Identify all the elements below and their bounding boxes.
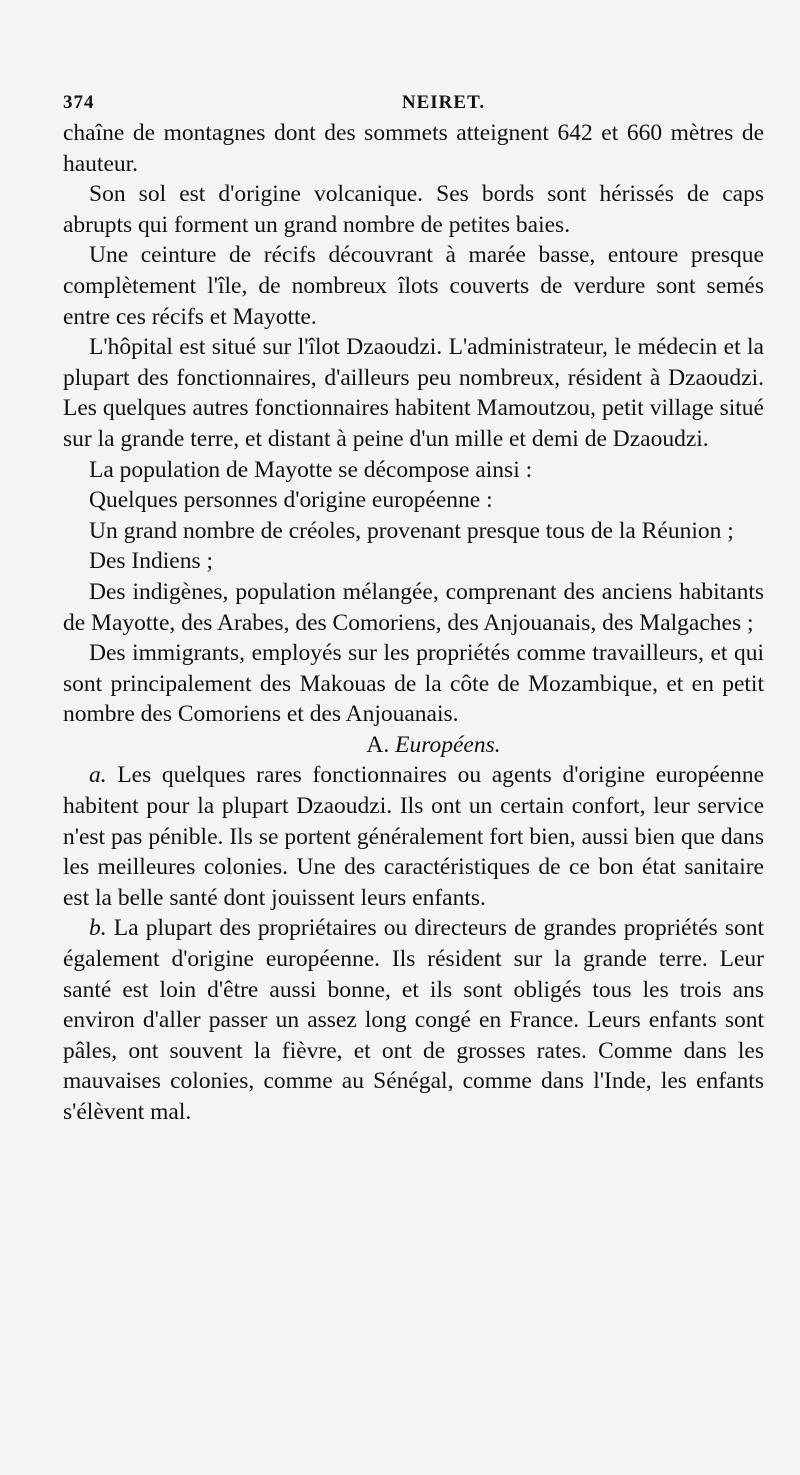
- section-title: Européens.: [395, 731, 501, 758]
- paragraph: [63, 760, 764, 913]
- paragraph: Son sol est d'origine volcanique. Ses bords sont hérissés de caps abrupts qui forment un grand nombre de petites baies.: [63, 181, 764, 238]
- paragraph-label: b.: [89, 915, 107, 942]
- section-heading: [63, 730, 764, 761]
- section-number: A.: [366, 731, 390, 758]
- paragraph: [63, 913, 764, 1127]
- paragraph: Une ceinture de récifs découvrant à marée basse, entoure presque complètement l'île, de nombreux îlots couverts de verdure sont semés entre ces récifs et Mayotte.: [63, 242, 764, 330]
- page-header: [63, 84, 764, 114]
- paragraph-text: Les quelques rares fonctionnaires ou agents d'origine européenne habitent pour la plupart Dzaoudzi. Ils ont un certain confort, leur service n'est pas pénible. Ils se portent généralement fort bien, aussi bien que dans les meilleures colonies. Une des caractéristiques de ce bon état sanitaire est la belle santé dont jouissent leurs enfants.: [63, 762, 764, 911]
- paragraph: chaîne de montagnes dont des sommets atteignent 642 et 660 mètres de hauteur.: [63, 120, 764, 177]
- page-number: 374: [63, 92, 95, 113]
- paragraph: La population de Mayotte se décompose ainsi :: [89, 456, 533, 483]
- paragraph: Des Indiens ;: [89, 548, 214, 575]
- paragraph: Des immigrants, employés sur les propriétés comme travailleurs, et qui sont principalement des Makouas de la côte de Mozambique, et en petit nombre des Comoriens et des Anjouanais.: [63, 640, 764, 728]
- paragraph: Un grand nombre de créoles, provenant presque tous de la Réunion ;: [89, 517, 734, 544]
- paragraph: L'hôpital est situé sur l'îlot Dzaoudzi. L'administrateur, le médecin et la plupart des fonctionnaires, d'ailleurs peu nombreux, résident à Dzaoudzi. Les quelques autres fonctionnaires habitent Mamoutzou, petit village situé sur la grande terre, et distant à peine d'un mille et demi de Dzaoudzi.: [63, 334, 764, 452]
- running-head: NEIRET.: [401, 92, 486, 113]
- body-text: [63, 118, 764, 1128]
- paragraph-label: a.: [89, 762, 107, 789]
- paragraph: Des indigènes, population mélangée, comprenant des anciens habitants de Mayotte, des Arabes, des Comoriens, des Anjouanais, des Malgaches ;: [63, 578, 764, 636]
- paragraph: Quelques personnes d'origine européenne :: [89, 487, 493, 514]
- paragraph-text: La plupart des propriétaires ou directeurs de grandes propriétés sont également d'origine européenne. Ils résident sur la grande terre. Leur santé est loin d'être aussi bonne, et ils sont obligés tous les trois ans environ d'aller passer un assez long congé en France. Leurs enfants sont pâles, ont souvent la fièvre, et ont de grosses rates. Comme dans les mauvaises colonies, comme au Sénégal, comme dans l'Inde, les enfants s'élèvent mal.: [63, 915, 764, 1125]
